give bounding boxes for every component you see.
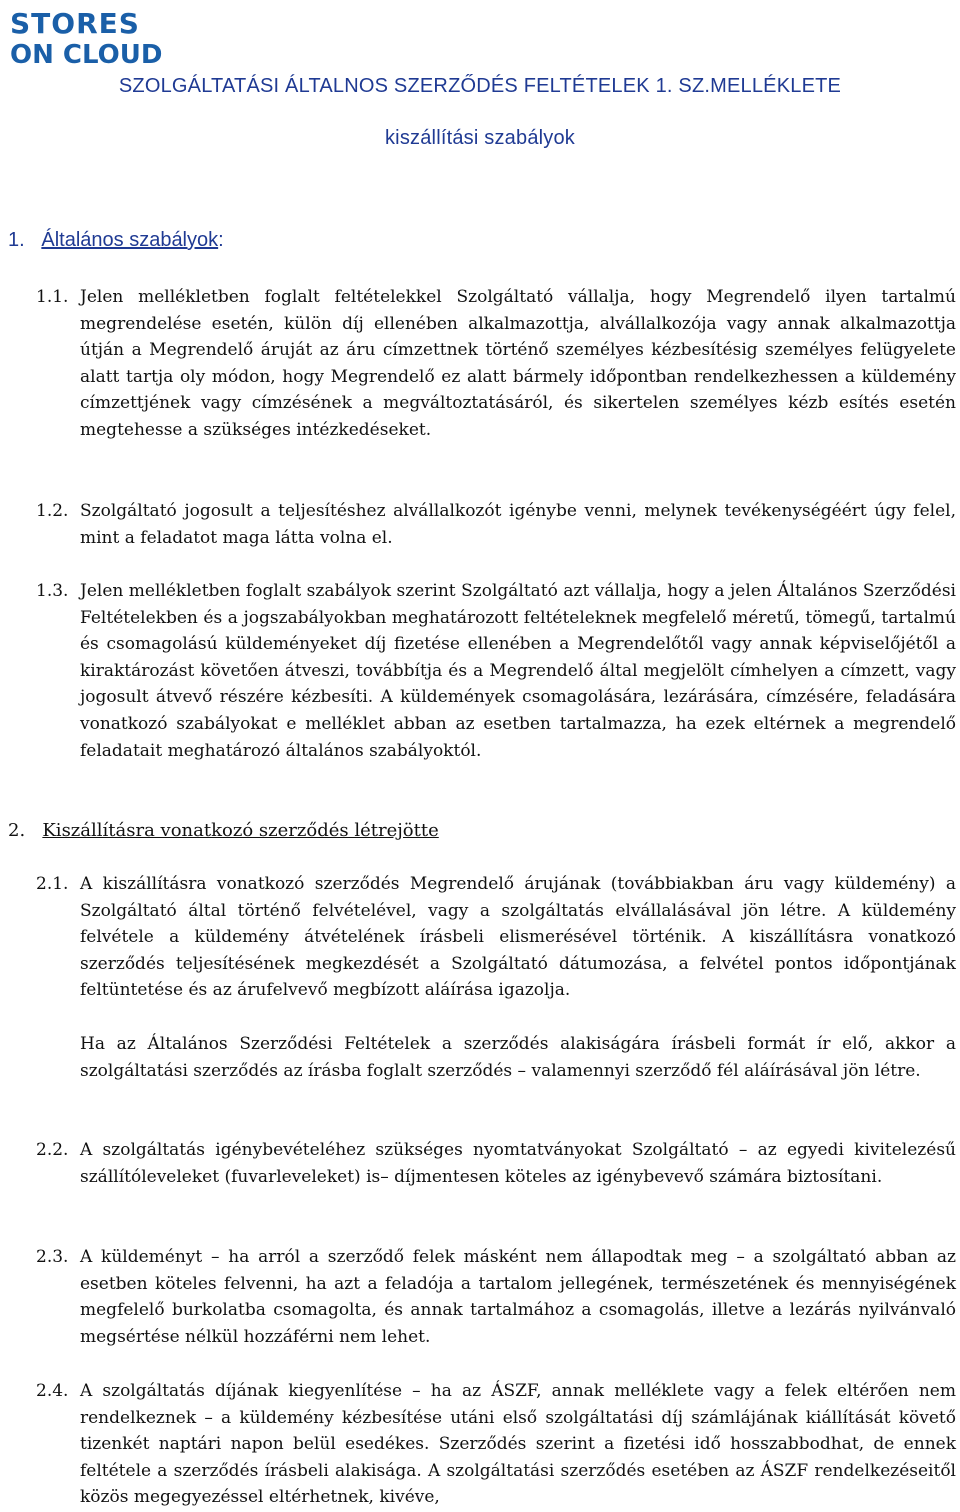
clause-1-2 [36, 498, 956, 551]
logo-line-1: STORES [10, 7, 140, 40]
clause-2-1 [36, 871, 956, 1004]
clause-number: 1.2. [36, 501, 69, 521]
clause-text: A küldeményt – ha arról a szerződő felek másként nem állapodtak meg – a szolgáltató abban az esetben köteles felvenni, ha azt a feladója a tartalom jellegének, természetének és mennyiségének megfelelő burkolatba csomagolta, és annak tartalmához a csomagolás, illetve a lezárás nyilvánvaló megsértése nélkül hozzáférni nem lehet. [80, 1247, 956, 1347]
clause-number: 1.1. [36, 287, 69, 307]
clause-text: A kiszállításra vonatkozó szerződés Megrendelő árujának (továbbiakban áru vagy küldemény) a Szolgáltató által történő felvételével, vagy a szolgáltatás elvállalásával jön létre. A küldemény felvétele a küldemény átvételének írásbeli elismerésével történik. A kiszállításra vonatkozó szerződés teljesítésének megkezdését a Szolgáltató dátumozása, a felvétel pontos időpontjának feltüntetése és az árufelvevő megbízott aláírása igazolja. [80, 874, 956, 1001]
stores-on-cloud-logo [8, 6, 168, 66]
clause-2-4 [36, 1378, 956, 1511]
clause-number: 2.4. [36, 1381, 69, 1401]
logo-graphic [8, 6, 168, 66]
clause-number: 1.3. [36, 581, 69, 601]
clause-2-3 [36, 1244, 956, 1350]
clause-text: Ha az Általános Szerződési Feltételek a szerződés alakiságára írásbeli formát ír elő, akkor a szolgáltatási szerződés az írásba foglalt szerződés – valamennyi szerződő fél aláírásával jön létre. [80, 1034, 956, 1081]
clause-text: A szolgáltatás díjának kiegyenlítése – ha az ÁSZF, annak melléklete vagy a felek eltérően nem rendelkeznek – a küldemény kézbesítése utáni első szolgáltatási díj számlájának kiállítását követő tizenkét naptári napon belül esedékes. Szerződés szerint a fizetési idő hosszabbodhat, de ennek feltétele a szerződés írásbeli alakisága. A szolgáltatási szerződés esetében az ÁSZF rendelkezéseitől közös megegyezéssel eltérhetnek, kivéve, [80, 1381, 956, 1508]
clause-text: Jelen mellékletben foglalt szabályok szerint Szolgáltató azt vállalja, hogy a jelen Általános Szerződési Feltételekben és a jogszabályokban meghatározott feltételeknek megfelelő méretű, tömegű, tartalmú és csomagolású küldeményeket díj fizetése ellenében a Megrendelőtől vagy annak képviselőjétől a kiraktározást követően átveszi, továbbítja és a Megrendelő által megjelölt címhelyen a címzett, vagy jogosult átvevő részére kézbesíti. A küldemények csomagolására, lezárására, címzésére, feladására vonatkozó szabályokat e melléklet abban az esetben tartalmazza, ha ezek eltérnek a megrendelő feladatait meghatározó általános szabályoktól. [80, 581, 956, 761]
clause-text: Szolgáltató jogosult a teljesítéshez alvállalkozót igénybe venni, melynek tevékenységéért úgy felel, mint a feladatot maga látta volna el. [80, 501, 956, 548]
section-2-number: 2. [8, 820, 26, 841]
section-1-heading [8, 229, 224, 252]
clause-number: 2.3. [36, 1247, 69, 1267]
section-1-title: Általános szabályok [41, 229, 219, 251]
logo-line-2: ON CLOUD [10, 40, 163, 66]
document-title: SZOLGÁLTATÁSI ÁLTALNOS SZERZŐDÉS FELTÉTELEK 1. SZ.MELLÉKLETE [118, 75, 842, 97]
clause-1-3 [36, 578, 956, 764]
clause-text: A szolgáltatás igénybevételéhez szükséges nyomtatványokat Szolgáltató – az egyedi kivitelezésű szállítóleveleket (fuvarleveleket) is– díjmentesen köteles az igénybevevő számára biztosítani. [80, 1140, 956, 1187]
clause-number: 2.2. [36, 1140, 69, 1160]
section-1-colon: : [218, 229, 224, 251]
clause-number: 2.1. [36, 874, 69, 894]
document-subtitle: kiszállítási szabályok [384, 127, 576, 149]
section-2-title: Kiszállításra vonatkozó szerződés létrejötte [42, 820, 439, 841]
clause-2-2 [36, 1137, 956, 1190]
section-1-number: 1. [8, 229, 25, 251]
clause-1-1 [36, 284, 956, 444]
section-2-heading [8, 820, 439, 841]
clause-text: Jelen mellékletben foglalt feltételekkel Szolgáltató vállalja, hogy Megrendelő ilyen tartalmú megrendelése esetén, külön díj ellenében alkalmazottja, alvállalkozója vagy annak alkalmazottja útján a Megrendelő áruját az áru címzettnek történő személyes kézbesítésig személyes felügyelete alatt tartja oly módon, hogy Megrendelő ez alatt bármely időpontban rendelkezhessen a küldemény címzettjének vagy címzésének a megváltoztatásáról, és sikertelen személyes kézb esítés esetén megtehesse a szükséges intézkedéseket. [80, 287, 956, 440]
clause-2-1-paragraph [80, 1031, 956, 1084]
